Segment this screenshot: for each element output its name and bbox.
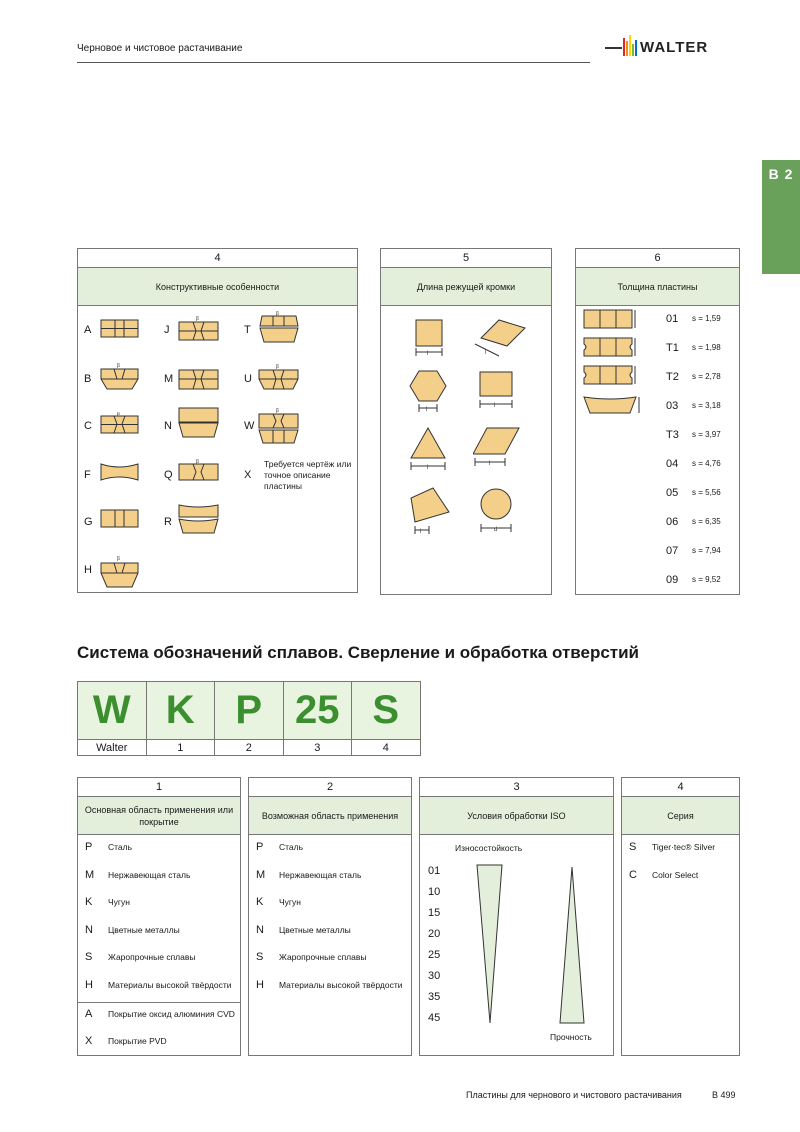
iso-text: Сталь xyxy=(108,842,133,852)
feature-label-q: Q xyxy=(164,469,173,481)
triangle-insert-icon xyxy=(409,426,451,472)
feature-label-u: U xyxy=(244,373,252,385)
list-item xyxy=(78,835,240,862)
toughness-wedge xyxy=(555,863,589,1028)
iso-letter: M xyxy=(256,869,266,881)
svg-text:l: l xyxy=(427,351,429,357)
box-number: 3 xyxy=(420,778,613,797)
iso-letter: N xyxy=(85,924,93,936)
footer-text: Пластины для чернового и чистового растачивания xyxy=(466,1090,682,1100)
insert-t-icon xyxy=(258,310,300,346)
thickness-value: s = 3,18 xyxy=(692,401,721,410)
list-item xyxy=(622,863,739,890)
box-number: 2 xyxy=(249,778,411,797)
box-number: 5 xyxy=(381,249,551,268)
thickness-value: s = 1,59 xyxy=(692,314,721,323)
insert-thickness-box xyxy=(575,248,740,595)
thickness-code: T3 xyxy=(666,429,679,441)
iso-conditions-box xyxy=(419,777,614,1056)
insert-r-icon xyxy=(178,502,220,536)
list-item xyxy=(78,973,240,1000)
list-item xyxy=(78,945,240,972)
iso-text: Цветные металлы xyxy=(108,925,180,935)
list-item xyxy=(78,863,240,890)
thickness-row xyxy=(576,306,741,335)
svg-text:l: l xyxy=(494,403,496,409)
series-letter: C xyxy=(629,869,637,881)
list-item xyxy=(78,1002,240,1029)
feature-label-a: A xyxy=(84,324,92,336)
series-text: Tiger·tec® Silver xyxy=(652,842,716,852)
series-text: Color Select xyxy=(652,870,699,880)
list-item xyxy=(249,863,411,890)
feature-label-h: H xyxy=(84,564,92,576)
grade-number: 10 xyxy=(428,886,441,898)
insert-f-icon xyxy=(100,461,140,483)
insert-c-icon xyxy=(100,412,140,436)
thickness-row xyxy=(576,393,741,422)
round-insert-icon xyxy=(479,486,519,538)
feature-label-f: F xyxy=(84,469,91,481)
design-features-box xyxy=(77,248,358,593)
thickness-code: 09 xyxy=(666,574,679,586)
insert-h-icon xyxy=(100,551,140,589)
list-item xyxy=(78,918,240,945)
iso-letter: P xyxy=(85,841,93,853)
svg-text:l: l xyxy=(426,407,428,413)
section-tab[interactable]: B 2 xyxy=(762,160,800,274)
box-title: Возможная область применения xyxy=(249,797,411,835)
box-number: 4 xyxy=(622,778,739,797)
code-letter: S xyxy=(352,682,421,740)
iso-letter: K xyxy=(85,896,93,908)
insert-g-icon xyxy=(100,508,140,530)
page-header-title: Черновое и чистовое растачивание xyxy=(77,43,243,54)
coating-letter: A xyxy=(85,1008,93,1020)
code-letter: W xyxy=(78,682,147,740)
code-letter: 25 xyxy=(283,682,352,740)
insert-q-icon xyxy=(178,459,220,483)
coating-letter: X xyxy=(85,1035,93,1047)
code-letter: P xyxy=(215,682,284,740)
grade-number: 25 xyxy=(428,949,441,961)
drawing-required-note: Требуется чертёж или точное описание пластины xyxy=(264,459,352,491)
feature-label-g: G xyxy=(84,516,93,528)
code-caption: Walter xyxy=(78,740,147,756)
thickness-row xyxy=(576,364,741,393)
box-number: 4 xyxy=(78,249,357,268)
thickness-row xyxy=(576,422,741,451)
list-item xyxy=(249,890,411,917)
svg-text:WALTER: WALTER xyxy=(640,39,709,56)
box-title: Конструктивные особенности xyxy=(78,268,357,306)
square-insert-icon xyxy=(411,318,451,360)
thickness-value: s = 4,76 xyxy=(692,459,721,468)
thickness-row xyxy=(576,480,741,509)
iso-conditions-body xyxy=(420,835,613,1055)
code-caption: 2 xyxy=(215,740,284,756)
design-features-body xyxy=(78,306,357,592)
svg-text:β: β xyxy=(276,408,279,414)
box-title: Серия xyxy=(622,797,739,835)
svg-text:l: l xyxy=(485,350,487,356)
coating-text: Покрытие PVD xyxy=(108,1036,167,1046)
iso-letter: N xyxy=(256,924,264,936)
grade-number: 30 xyxy=(428,970,441,982)
svg-text:l: l xyxy=(420,529,422,535)
iso-text: Жаропрочные сплавы xyxy=(279,952,367,962)
svg-text:d: d xyxy=(494,527,498,533)
trigon-insert-icon xyxy=(409,486,457,538)
thickness-code: 03 xyxy=(666,400,679,412)
iso-text: Чугун xyxy=(279,897,301,907)
page-number: B 499 xyxy=(712,1090,736,1100)
thickness-row xyxy=(576,335,741,364)
walter-logo xyxy=(605,32,745,58)
svg-text:β: β xyxy=(117,412,120,417)
iso-letter: H xyxy=(256,979,264,991)
iso-text: Цветные металлы xyxy=(279,925,351,935)
series-box xyxy=(621,777,740,1056)
iso-text: Чугун xyxy=(108,897,130,907)
insert-m-icon xyxy=(178,362,220,392)
iso-letter: S xyxy=(85,951,93,963)
thickness-row xyxy=(576,509,741,538)
thickness-value: s = 3,97 xyxy=(692,430,721,439)
insert-n-icon xyxy=(178,406,220,440)
feature-label-b: B xyxy=(84,373,92,385)
box-title: Основная область применения или покрытие xyxy=(78,797,240,835)
box-title: Длина режущей кромки xyxy=(381,268,551,306)
iso-text: Сталь xyxy=(279,842,304,852)
list-item xyxy=(249,835,411,862)
toughness-label: Прочность xyxy=(550,1032,592,1042)
thickness-row xyxy=(576,567,741,596)
list-item xyxy=(249,918,411,945)
grade-number: 35 xyxy=(428,991,441,1003)
thickness-code: 01 xyxy=(666,313,679,325)
cutting-edge-length-box xyxy=(380,248,552,595)
section-title: Система обозначений сплавов. Сверление и обработка отверстий xyxy=(77,643,640,662)
list-item xyxy=(249,973,411,1000)
thickness-value: s = 1,98 xyxy=(692,343,721,352)
feature-label-c: C xyxy=(84,420,92,432)
secondary-application-box xyxy=(248,777,412,1056)
grade-number: 45 xyxy=(428,1012,441,1024)
code-caption: 1 xyxy=(146,740,215,756)
iso-text: Жаропрочные сплавы xyxy=(108,952,196,962)
thickness-code: 04 xyxy=(666,458,679,470)
thickness-value: s = 2,78 xyxy=(692,372,721,381)
feature-label-n: N xyxy=(164,420,172,432)
iso-letter: P xyxy=(256,841,264,853)
box-title: Толщина пластины xyxy=(576,268,739,306)
feature-label-j: J xyxy=(164,324,170,336)
thickness-code: 06 xyxy=(666,516,679,528)
wear-resistance-label: Износостойкость xyxy=(455,843,523,853)
thickness-code: 07 xyxy=(666,545,679,557)
insert-u-icon xyxy=(258,362,300,392)
thickness-code: 05 xyxy=(666,487,679,499)
code-caption: 3 xyxy=(283,740,352,756)
series-letter: S xyxy=(629,841,637,853)
list-item xyxy=(622,835,739,862)
feature-label-m: M xyxy=(164,373,174,385)
thickness-value: s = 7,94 xyxy=(692,546,721,555)
thickness-row xyxy=(576,451,741,480)
feature-label-r: R xyxy=(164,516,172,528)
primary-application-body xyxy=(78,835,240,1055)
grade-number: 20 xyxy=(428,928,441,940)
code-caption: 4 xyxy=(352,740,421,756)
box-number: 1 xyxy=(78,778,240,797)
iso-text: Материалы высокой твёрдости xyxy=(108,980,232,990)
insert-w-icon xyxy=(258,406,300,446)
wear-resistance-wedge xyxy=(470,863,510,1028)
insert-b-icon xyxy=(100,362,140,392)
svg-text:β: β xyxy=(117,363,120,369)
insert-a-icon xyxy=(100,318,140,340)
feature-label-t: T xyxy=(244,324,251,336)
series-body xyxy=(622,835,739,1055)
iso-text: Нержавеющая сталь xyxy=(279,870,362,880)
rectangle-insert-icon xyxy=(477,370,519,414)
thickness-code: T1 xyxy=(666,342,679,354)
iso-letter: M xyxy=(85,869,95,881)
thickness-value: s = 5,56 xyxy=(692,488,721,497)
svg-text:l: l xyxy=(427,465,429,471)
thickness-value: s = 6,35 xyxy=(692,517,721,526)
svg-text:β: β xyxy=(276,311,279,317)
code-letter: K xyxy=(146,682,215,740)
rhombic-insert-icon xyxy=(469,316,529,362)
thickness-body xyxy=(576,306,739,594)
svg-text:l: l xyxy=(489,461,491,467)
feature-label-w: W xyxy=(244,420,255,432)
list-item xyxy=(249,945,411,972)
header-divider xyxy=(77,62,590,63)
svg-text:β: β xyxy=(196,459,199,465)
iso-letter: H xyxy=(85,979,93,991)
iso-text: Нержавеющая сталь xyxy=(108,870,191,880)
svg-text:β: β xyxy=(276,364,279,370)
hexagon-insert-icon xyxy=(409,368,451,414)
thickness-row xyxy=(576,538,741,567)
cutting-edge-body xyxy=(381,306,551,594)
grade-code-table xyxy=(77,681,421,756)
svg-text:β: β xyxy=(196,316,199,322)
parallelogram-insert-icon xyxy=(473,426,523,472)
list-item xyxy=(78,890,240,917)
thickness-code: T2 xyxy=(666,371,679,383)
thickness-value: s = 9,52 xyxy=(692,575,721,584)
list-item xyxy=(78,1029,240,1056)
secondary-application-body xyxy=(249,835,411,1055)
iso-text: Материалы высокой твёрдости xyxy=(279,980,403,990)
primary-application-box xyxy=(77,777,241,1056)
box-title: Условия обработки ISO xyxy=(420,797,613,835)
coating-text: Покрытие оксид алюминия CVD xyxy=(108,1009,235,1019)
svg-text:β: β xyxy=(117,556,120,562)
grade-number: 01 xyxy=(428,865,441,877)
insert-j-icon xyxy=(178,316,220,342)
iso-letter: K xyxy=(256,896,264,908)
grade-number: 15 xyxy=(428,907,441,919)
box-number: 6 xyxy=(576,249,739,268)
iso-letter: S xyxy=(256,951,264,963)
feature-label-x: X xyxy=(244,469,252,481)
